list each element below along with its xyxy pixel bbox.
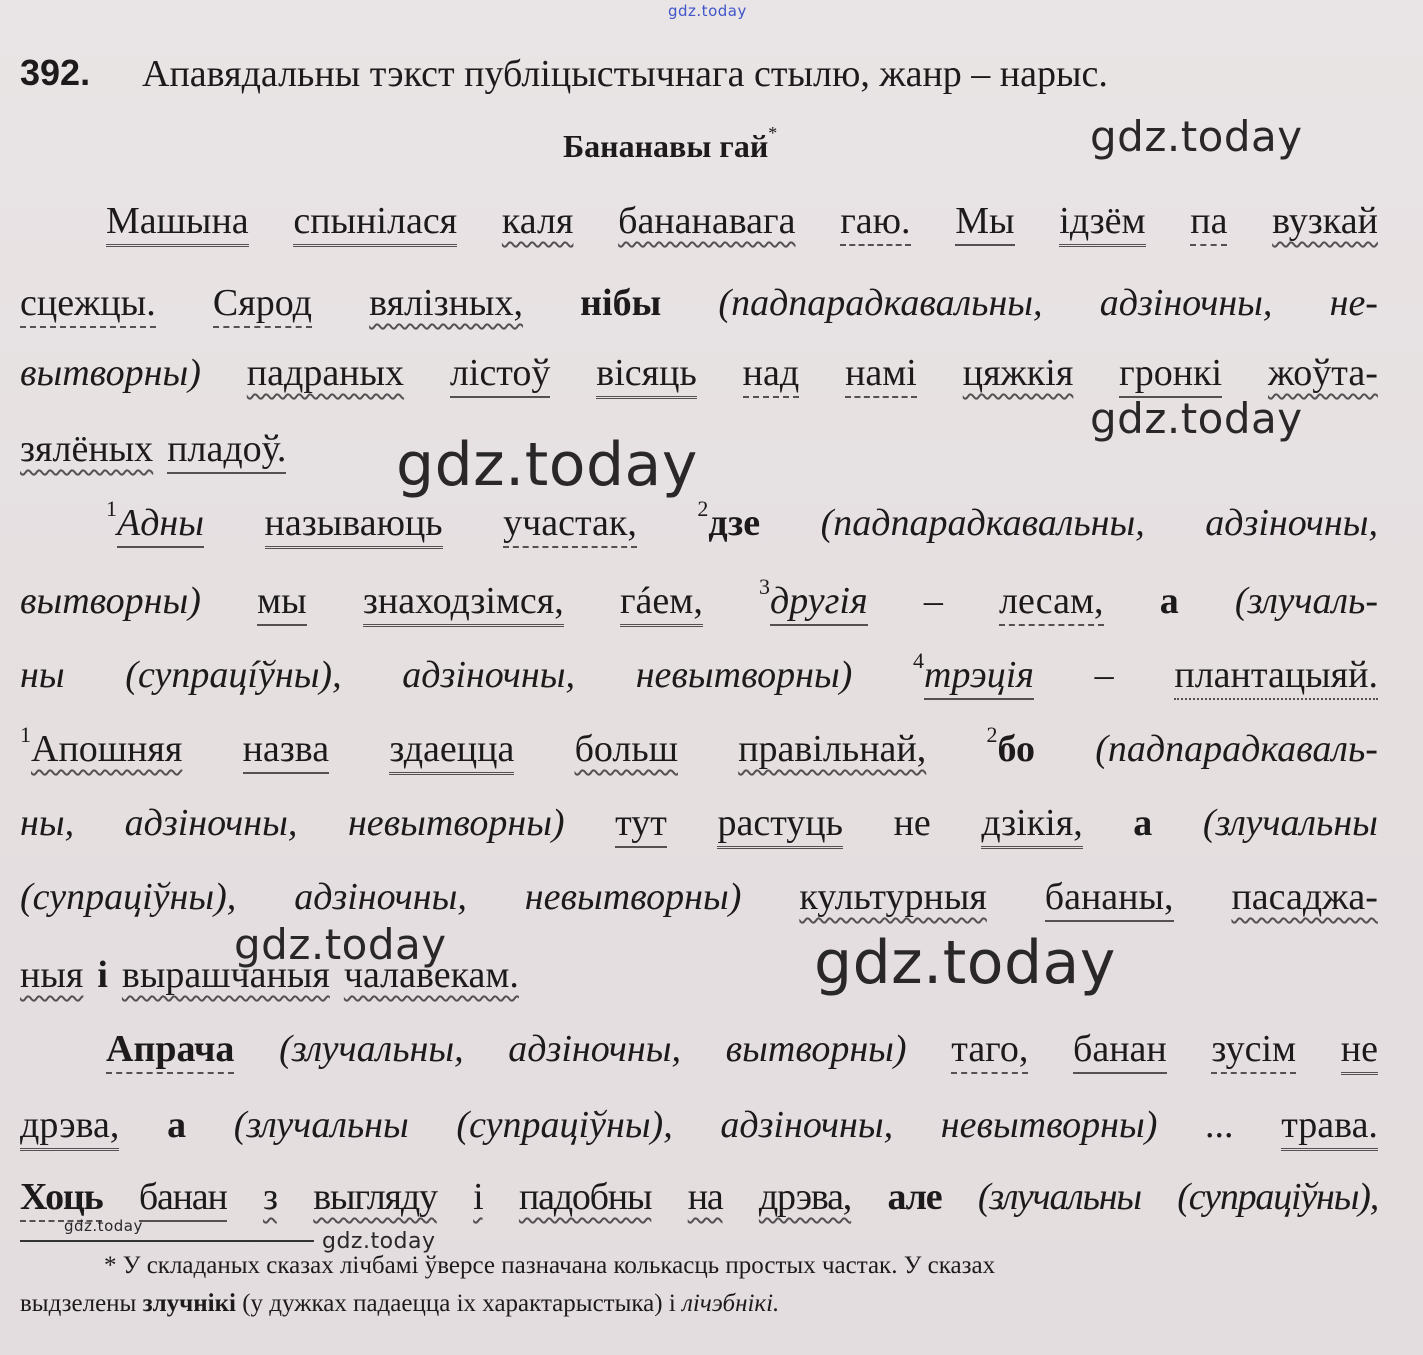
- word: ...: [1205, 1104, 1234, 1146]
- word: каля: [501, 200, 574, 242]
- word: таго,: [951, 1026, 1028, 1074]
- word: пасаджа-: [1231, 876, 1378, 918]
- characteristic: (супраціўны),: [20, 876, 237, 918]
- conjunction: а: [1133, 802, 1153, 844]
- characteristic: адзіночны,: [1099, 282, 1273, 324]
- text-line-14: [20, 1174, 1378, 1220]
- text-line-5: [106, 496, 1378, 546]
- word-text: бо: [997, 728, 1035, 770]
- word: [20, 722, 183, 772]
- characteristic: ны: [20, 654, 65, 696]
- word: Мы: [955, 198, 1014, 246]
- exercise-task: Апавядальны тэкст публіцыстычнага стылю, жанр – нарыс.: [142, 53, 1108, 95]
- watermark: gdz.today: [234, 920, 447, 969]
- word: сцежцы.: [20, 280, 156, 328]
- word: тут: [615, 800, 667, 848]
- word: вісяць: [596, 350, 697, 399]
- word: трава.: [1281, 1102, 1378, 1151]
- word: вялізных,: [369, 282, 523, 324]
- watermark: gdz.today: [64, 1217, 143, 1235]
- text-line-9: [20, 800, 1378, 846]
- word: спынілася: [293, 198, 457, 247]
- word: [106, 496, 205, 548]
- clause-number: 4: [913, 648, 925, 673]
- word: банан: [139, 1174, 227, 1222]
- word: Апрача: [106, 1026, 234, 1074]
- word: ныя: [20, 954, 84, 996]
- characteristic: (злучальны,: [279, 1028, 464, 1070]
- word: бананы,: [1045, 874, 1174, 922]
- word: Хоць: [20, 1174, 102, 1222]
- word-text: дзе: [708, 502, 761, 544]
- word: дрэва,: [758, 1176, 852, 1218]
- characteristic: (злучальны: [977, 1176, 1141, 1218]
- characteristic: (падпарадкаваль-: [1095, 728, 1378, 770]
- word: мы: [257, 578, 307, 626]
- clause-number: 2: [697, 496, 709, 521]
- characteristic: ны,: [20, 802, 75, 844]
- word-text: Апошняя: [31, 728, 183, 770]
- word: дрэва,: [20, 1102, 119, 1151]
- text-title: [563, 123, 778, 165]
- footnote-text-c: (у дужках падаецца іх характарыстыка) і: [235, 1290, 683, 1317]
- characteristic: (падпарадкавальны,: [718, 282, 1043, 324]
- word: банан: [1073, 1026, 1167, 1074]
- text-line-10: [20, 874, 1378, 920]
- word: па: [1190, 198, 1227, 246]
- conjunction: але: [887, 1176, 942, 1218]
- characteristic: невытворны): [635, 654, 853, 696]
- word: Машына: [106, 198, 249, 247]
- word-text: Адны: [117, 500, 204, 548]
- characteristic: адзіночны,: [508, 1028, 681, 1070]
- characteristic: вытворны): [20, 352, 201, 394]
- text-line-12: [106, 1026, 1378, 1072]
- characteristic: не-: [1329, 282, 1378, 324]
- footnote-italic: лічэбнікі.: [682, 1290, 780, 1317]
- characteristic: адзіночны,: [720, 1104, 894, 1146]
- watermark: gdz.today: [1090, 112, 1303, 161]
- word: зялёных: [20, 428, 154, 470]
- word: знаходзімся,: [363, 578, 564, 627]
- word: бананавага: [618, 200, 796, 242]
- footnote-bold: злучнікі: [142, 1290, 236, 1317]
- clause-number: 3: [759, 574, 770, 599]
- watermark: gdz.today: [814, 928, 1116, 998]
- characteristic: (падпарадкавальны,: [820, 502, 1145, 544]
- word: намі: [845, 350, 917, 398]
- characteristic: невытворны): [347, 802, 565, 844]
- text-line-11: [20, 952, 1378, 998]
- characteristic: вытворны): [725, 1028, 907, 1070]
- footnote-divider: [20, 1240, 314, 1242]
- clause-number: 2: [986, 722, 998, 747]
- text-line-3: [20, 350, 1378, 396]
- watermark-top: gdz.today: [668, 2, 747, 20]
- word: не: [893, 802, 931, 844]
- conjunction: нібы: [580, 282, 662, 324]
- exercise-number: 392.: [20, 52, 91, 93]
- word: выгляду: [313, 1176, 437, 1218]
- word: над: [743, 350, 800, 398]
- watermark: gdz.today: [1090, 394, 1303, 443]
- word: гронкі: [1119, 350, 1222, 398]
- characteristic: вытворны): [20, 580, 201, 622]
- word: пладоў.: [167, 426, 286, 474]
- clause-number: 1: [106, 496, 117, 521]
- word: падобны: [518, 1176, 652, 1218]
- word: дзікія,: [981, 800, 1082, 849]
- footnote-line-2: [20, 1290, 779, 1318]
- word: жоўта-: [1267, 352, 1378, 394]
- text-line-1: [106, 198, 1378, 244]
- word: і: [97, 954, 108, 996]
- word: з: [263, 1176, 277, 1218]
- word: падраных: [246, 352, 405, 394]
- word: растуць: [717, 800, 843, 849]
- footnote-line-1: * У складаных сказах лічбамі ўверсе пазначана колькасць простых частак. У сказах: [104, 1252, 996, 1279]
- word-text: другія: [770, 578, 868, 626]
- characteristic: (супрацíўны),: [125, 654, 342, 696]
- characteristic: (супраціўны),: [1177, 1176, 1378, 1218]
- clause-number: 1: [20, 722, 31, 747]
- characteristic: (злучальны: [1202, 802, 1378, 844]
- word: больш: [574, 728, 678, 770]
- word: не: [1341, 1026, 1378, 1075]
- word-text: трэція: [924, 652, 1034, 700]
- characteristic: адзіночны,: [294, 876, 467, 918]
- word: лістоў: [450, 350, 551, 398]
- conjunction: а: [167, 1104, 187, 1146]
- conjunction: а: [1159, 580, 1179, 622]
- watermark: gdz.today: [396, 430, 698, 500]
- word: участак,: [503, 500, 637, 548]
- word: і: [473, 1176, 483, 1218]
- characteristic: адзіночны,: [1205, 502, 1378, 544]
- word: [697, 496, 761, 546]
- title-footnote-mark: *: [768, 123, 778, 144]
- word: культурныя: [799, 876, 987, 918]
- characteristic: (злучаль-: [1234, 580, 1378, 622]
- watermark: gdz.today: [322, 1229, 436, 1254]
- characteristic: невытворны): [940, 1104, 1158, 1146]
- characteristic: (злучальны: [233, 1104, 409, 1146]
- text-line-6: [20, 574, 1378, 624]
- word: [986, 722, 1036, 772]
- word: чалавекам.: [343, 954, 519, 996]
- word: ідзём: [1059, 198, 1145, 247]
- word: –: [1094, 654, 1114, 696]
- text-line-8: [20, 722, 1378, 772]
- word: вырашчаныя: [121, 954, 330, 996]
- characteristic: адзіночны,: [402, 654, 575, 696]
- word: цяжкія: [962, 352, 1074, 394]
- word: –: [923, 580, 943, 622]
- word: гаю.: [840, 198, 910, 246]
- text-line-7: [20, 648, 1378, 698]
- word: называюць: [265, 500, 443, 549]
- word: назва: [243, 726, 330, 774]
- word: вузкай: [1272, 200, 1378, 242]
- footnote-text-a: выдзелены: [20, 1290, 143, 1317]
- word: [759, 574, 868, 626]
- word: Сярод: [213, 280, 312, 328]
- word: плантацыяй.: [1174, 652, 1378, 700]
- text-line-13: [20, 1102, 1378, 1148]
- word: здаецца: [389, 726, 514, 775]
- text-title-label: Бананавы гай: [563, 128, 769, 164]
- word: лесам,: [999, 578, 1104, 626]
- word: зусім: [1211, 1026, 1296, 1074]
- word: гáем,: [620, 578, 703, 627]
- word: на: [687, 1176, 723, 1218]
- text-line-2: [20, 280, 1378, 326]
- word: [913, 648, 1034, 700]
- characteristic: невытворны): [524, 876, 742, 918]
- word: правільнай,: [738, 728, 927, 770]
- characteristic: адзіночны,: [124, 802, 298, 844]
- characteristic: (супраціўны),: [456, 1104, 673, 1146]
